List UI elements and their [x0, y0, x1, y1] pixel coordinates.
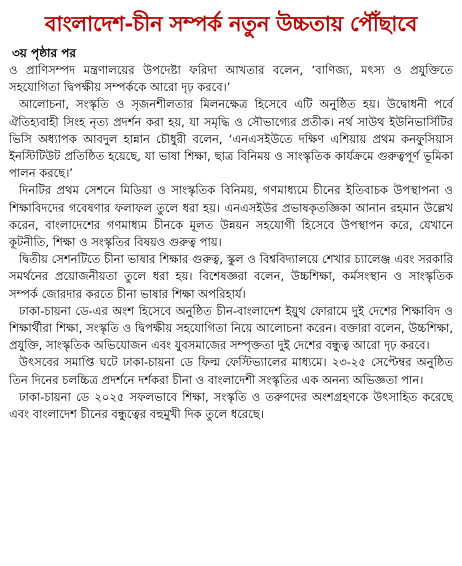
article-paragraph-4: দ্বিতীয় সেশনটিতে চীনা ভাষার শিক্ষার গুরুত্ব, স্কুল ও বিশ্ববিদ্যালয়ে শেখার চ্যালেঞ্জ এবং সরকারি সমর্থনের প্রয়োজনীয়তা তুলে ধরা হয়। বিশেষজ্ঞরা বলেন, উচ্চশিক্ষা, কর্মসংস্থান ও সাংস্কৃতিক সম্পর্ক জোরদার করতে চীনা ভাষার শিক্ষা অপরিহার্য। [9, 252, 453, 301]
article-body [9, 62, 453, 423]
continued-from-label: ৩য় পৃষ্ঠার পর [12, 46, 77, 60]
article-paragraph-3: দিনটির প্রথম সেশনে মিডিয়া ও সাংস্কৃতিক বিনিময়, গণমাধ্যমে চীনের ইতিবাচক উপস্থাপনা ও শিক্ষাবিদদের গবেষণার ফলাফল তুলে ধরা হয়। এনএসইউর প্রভাষকৃতজ্ঞিকা আনান রহমান উল্লেখ করেন, বাংলাদেশের গণমাধ্যম চীনকে মূলত উন্নয়ন সহযোগী হিসেবে উপস্থাপন করে, যেখানে কূটনীতি, শিক্ষা ও সংস্কৃতির বিষয়ও গুরুত্ব পায়। [9, 183, 453, 250]
article-paragraph-7: ঢাকা-চায়না ডে ২০২৫ সফলভাবে শিক্ষা, সংস্কৃতি ও তরুণদের অংশগ্রহণকে উৎসাহিত করেছে এবং বাংলাদেশ চীনের বন্ধুত্বের বহুমুখী দিক তুলে ধরেছে। [9, 389, 453, 422]
article-paragraph-1: ও প্রাণিসম্পদ মন্ত্রণালয়ের উপদেষ্টা ফরিদা আখতার বলেন, ‘বাণিজ্য, মৎস্য ও প্রযুক্তিতে সহযোগিতা দ্বিপক্ষীয় সম্পর্ককে আরো দৃঢ় করবে।’ [9, 63, 453, 95]
headline: বাংলাদেশ-চীন সম্পর্ক নতুন উচ্চতায় পৌঁছাবে [44, 12, 418, 36]
article-paragraph-2: আলোচনা, সংস্কৃতি ও সৃজনশীলতার মিলনক্ষেত্র হিসেবে এটি অনুষ্ঠিত হয়। উদ্বোধনী পর্বে ঐতিহ্যবাহী সিংহ নৃত্য প্রদর্শন করা হয়, যা সমৃদ্ধি ও সৌভাগ্যের প্রতীক। নর্থ সাউথ ইউনিভার্সিটির ভিসি অধ্যাপক আবদুল হান্নান চৌধুরী বলেন, ‘এনএসইউতে দক্ষিণ এশিয়ায় প্রথম কনফুসিয়াস ইনস্টিটিউট প্রতিষ্ঠিত হয়েছে, যা ভাষা শিক্ষা, ছাত্র বিনিময় ও সাংস্কৃতিক কার্যক্রমে গুরুত্বপূর্ণ ভূমিকা পালন করছে।’ [9, 97, 453, 181]
article-paragraph-5: ঢাকা-চায়না ডে-এর অংশ হিসেবে অনুষ্ঠিত চীন-বাংলাদেশ ইয়ুথ ফোরামে দুই দেশের শিক্ষাবিদ ও শিক্ষার্থীরা শিক্ষা, সংস্কৃতি ও দ্বিপক্ষীয় সহযোগিতা নিয়ে আলোচনা করেন। বক্তারা বলেন, উচ্চশিক্ষা, প্রযুক্তি, সাংস্কৃতিক অভিযোজন এবং যুবসমাজের সম্পৃক্ততা দুই দেশের বন্ধুত্ব আরো দৃঢ় করবে। [9, 303, 453, 353]
article-paragraph-6: উৎসবের সমাপ্তি ঘটে ঢাকা-চায়না ডে ফিল্ম ফেস্টিভ্যালের মাধ্যমে। ২৩-২৫ সেপ্টেম্বর অনুষ্ঠিত তিন দিনের চলচ্চিত্র প্রদর্শনে দর্শকরা চীনা ও বাংলাদেশী সংস্কৃতির এক অনন্য অভিজ্ঞতা পান। [9, 355, 453, 387]
